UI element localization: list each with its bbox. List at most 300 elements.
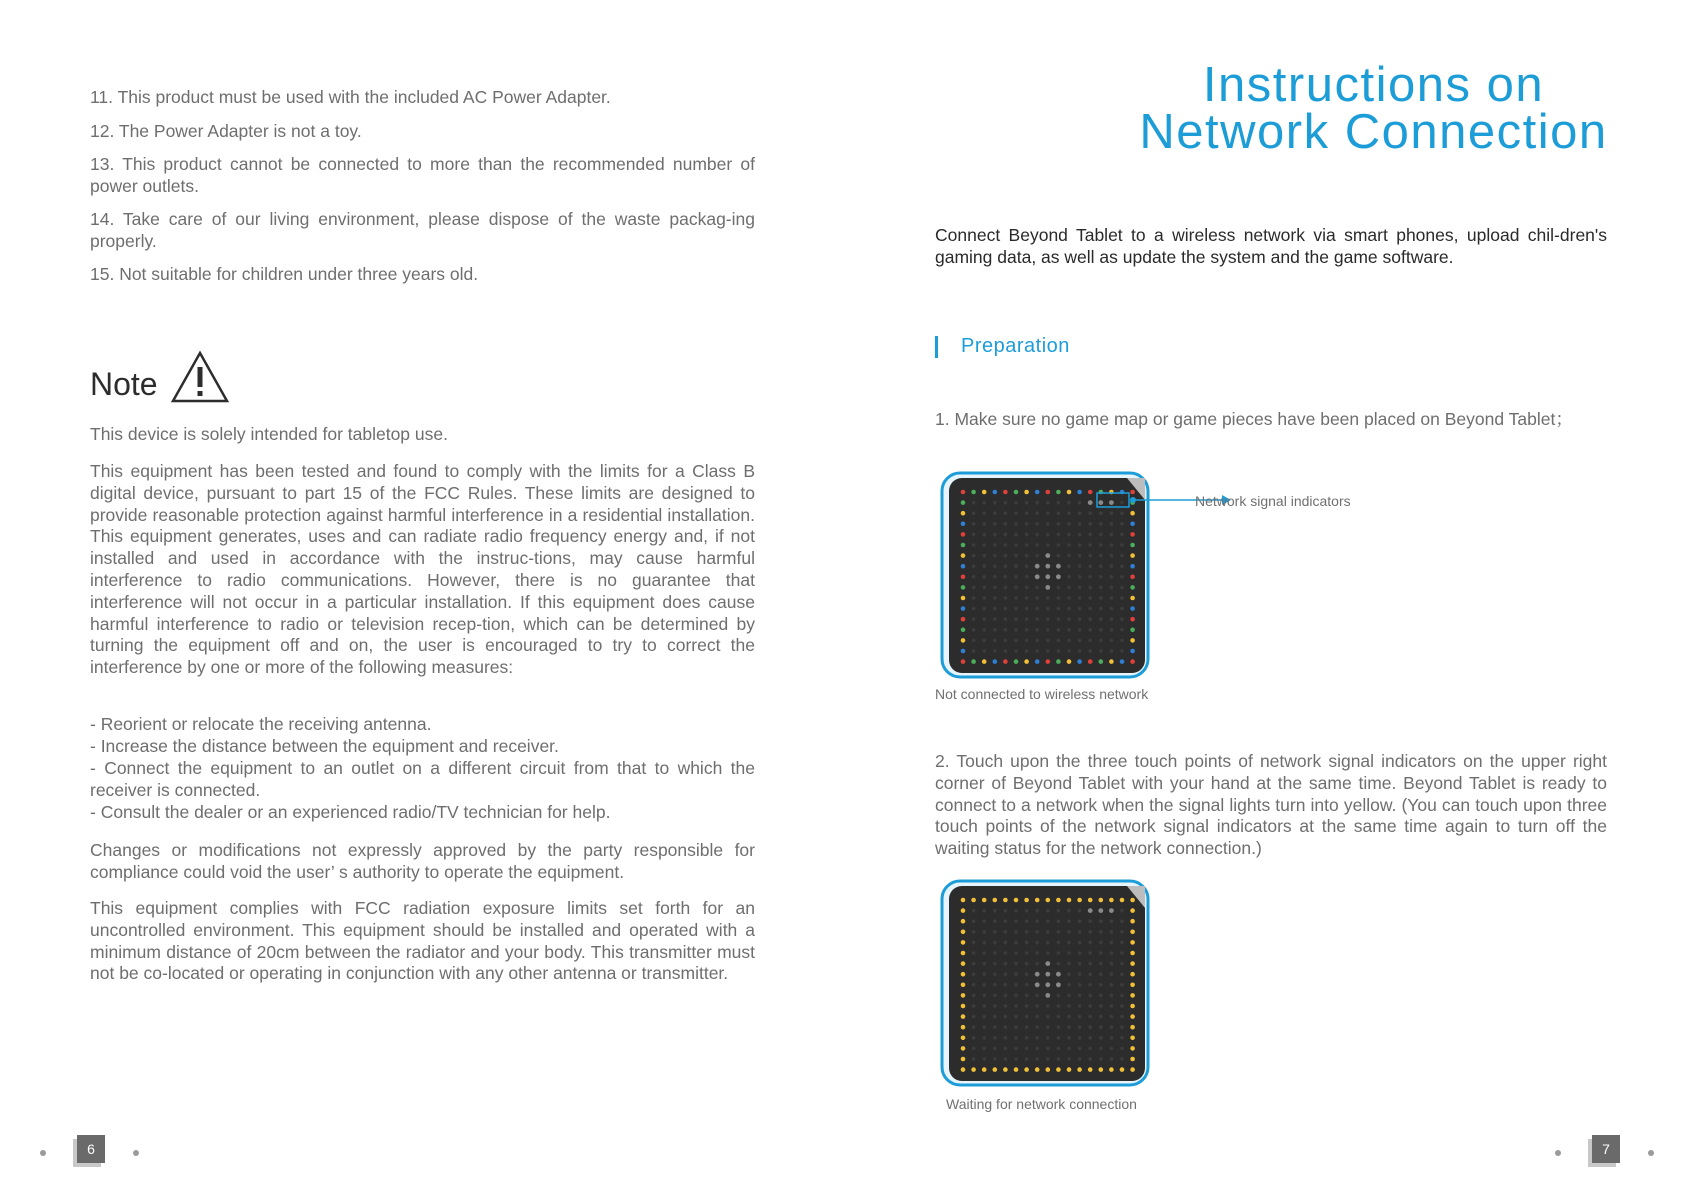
grid-led <box>1120 1004 1124 1008</box>
edge-led <box>1024 1067 1029 1072</box>
edge-led <box>971 898 976 903</box>
grid-led <box>1025 1025 1029 1029</box>
grid-led <box>1099 962 1103 966</box>
section-heading: Preparation <box>961 335 1070 357</box>
edge-led <box>1077 898 1082 903</box>
grid-led <box>993 951 997 955</box>
grid-led <box>972 649 976 653</box>
edge-led <box>1035 1067 1040 1072</box>
edge-led <box>961 972 966 977</box>
edge-led <box>1003 490 1008 495</box>
edge-led <box>1130 993 1135 998</box>
grid-led <box>1057 607 1061 611</box>
grid-led <box>1078 919 1082 923</box>
grid-led <box>972 909 976 913</box>
edge-led <box>1130 898 1135 903</box>
grid-led <box>1120 639 1124 643</box>
grid-led <box>1120 596 1124 600</box>
grid-led <box>1120 983 1124 987</box>
grid-led <box>1099 575 1103 579</box>
grid-led <box>982 607 986 611</box>
grid-led <box>1025 649 1029 653</box>
edge-led <box>1130 490 1135 495</box>
grid-led <box>1067 1004 1071 1008</box>
edge-led <box>1046 1067 1051 1072</box>
grid-led <box>1088 1036 1092 1040</box>
grid-led <box>982 543 986 547</box>
grid-led <box>1067 501 1071 505</box>
grid-led <box>1025 554 1029 558</box>
network-indicator-led <box>1088 908 1093 913</box>
grid-led <box>1035 649 1039 653</box>
grid-led <box>1014 533 1018 537</box>
edge-led <box>993 898 998 903</box>
grid-led <box>1046 543 1050 547</box>
grid-led <box>1078 941 1082 945</box>
grid-led <box>1046 639 1050 643</box>
grid-led <box>1099 511 1103 515</box>
grid-led <box>1025 1047 1029 1051</box>
grid-led <box>1046 1015 1050 1019</box>
grid-led <box>1078 575 1082 579</box>
grid-led <box>1067 1025 1071 1029</box>
grid-led <box>1057 930 1061 934</box>
grid-led <box>993 639 997 643</box>
grid-led <box>1110 554 1114 558</box>
grid-led <box>993 596 997 600</box>
grid-led <box>1014 639 1018 643</box>
grid-led <box>1046 511 1050 515</box>
grid-led <box>982 522 986 526</box>
grid-led <box>972 607 976 611</box>
grid-led <box>1046 909 1050 913</box>
grid-led <box>1120 1057 1124 1061</box>
grid-led <box>1014 941 1018 945</box>
edge-led <box>1130 908 1135 913</box>
edge-led <box>1088 490 1093 495</box>
grid-led <box>982 983 986 987</box>
grid-led <box>1046 649 1050 653</box>
grid-led <box>1088 639 1092 643</box>
grid-led <box>1099 972 1103 976</box>
grid-led <box>1035 554 1039 558</box>
grid-led <box>1088 596 1092 600</box>
edge-led <box>1130 585 1135 590</box>
edge-led <box>1130 961 1135 966</box>
grid-led <box>1099 607 1103 611</box>
grid-led <box>972 972 976 976</box>
grid-led <box>1014 951 1018 955</box>
edge-led <box>982 490 987 495</box>
edge-led <box>1003 898 1008 903</box>
grid-led <box>1045 972 1050 977</box>
grid-led <box>1110 522 1114 526</box>
grid-led <box>1004 533 1008 537</box>
right-page <box>841 0 1682 1190</box>
grid-led <box>1110 1047 1114 1051</box>
grid-led <box>1078 962 1082 966</box>
grid-led <box>993 628 997 632</box>
grid-led <box>1025 1004 1029 1008</box>
grid-led <box>1078 564 1082 568</box>
grid-led <box>1088 522 1092 526</box>
title-line-1: Instructions on <box>1202 58 1545 112</box>
grid-led <box>1014 1047 1018 1051</box>
grid-led <box>1057 962 1061 966</box>
intro-text: Connect Beyond Tablet to a wireless network via smart phones, upload chil-dren's gaming data, as well as update the system and the game software. <box>935 225 1607 267</box>
grid-led <box>1045 564 1050 569</box>
grid-led <box>1088 511 1092 515</box>
grid-led <box>1025 564 1029 568</box>
grid-led <box>1014 962 1018 966</box>
grid-led <box>982 941 986 945</box>
grid-led <box>1057 543 1061 547</box>
edge-led <box>1130 919 1135 924</box>
grid-led <box>1120 909 1124 913</box>
grid-led <box>1035 596 1039 600</box>
grid-led <box>1035 628 1039 632</box>
grid-led <box>1099 554 1103 558</box>
edge-led <box>1130 628 1135 633</box>
grid-led <box>1014 596 1018 600</box>
edge-led <box>1046 898 1051 903</box>
grid-led <box>1088 543 1092 547</box>
grid-led <box>1025 596 1029 600</box>
edge-led <box>1130 972 1135 977</box>
edge-led <box>961 961 966 966</box>
grid-led <box>1014 1004 1018 1008</box>
edge-led <box>961 564 966 569</box>
grid-led <box>1025 919 1029 923</box>
grid-led <box>1099 930 1103 934</box>
grid-led <box>993 649 997 653</box>
grid-led <box>1035 941 1039 945</box>
grid-led <box>1120 1036 1124 1040</box>
edge-led <box>1088 659 1093 664</box>
grid-led <box>1035 972 1040 977</box>
grid-led <box>1035 1047 1039 1051</box>
edge-led <box>1130 617 1135 622</box>
grid-led <box>993 501 997 505</box>
grid-led <box>1057 554 1061 558</box>
grid-led <box>1046 941 1050 945</box>
grid-led <box>982 1025 986 1029</box>
grid-led <box>1004 983 1008 987</box>
grid-led <box>972 962 976 966</box>
grid-led <box>1035 607 1039 611</box>
grid-led <box>1067 649 1071 653</box>
edge-led <box>1130 649 1135 654</box>
grid-led <box>1035 994 1039 998</box>
grid-led <box>1057 511 1061 515</box>
edge-led <box>1130 1004 1135 1009</box>
edge-led <box>961 940 966 945</box>
grid-led <box>1057 951 1061 955</box>
grid-led <box>1110 994 1114 998</box>
grid-led <box>1035 586 1039 590</box>
edge-led <box>961 919 966 924</box>
edge-led <box>1099 659 1104 664</box>
page-number: 7 <box>1592 1135 1620 1163</box>
grid-led <box>982 628 986 632</box>
grid-led <box>1014 919 1018 923</box>
grid-led <box>993 919 997 923</box>
grid-led <box>982 554 986 558</box>
grid-led <box>1004 564 1008 568</box>
edge-led <box>1130 606 1135 611</box>
grid-led <box>1120 628 1124 632</box>
grid-led <box>1110 628 1114 632</box>
grid-led <box>993 533 997 537</box>
grid-led <box>1088 941 1092 945</box>
grid-led <box>982 994 986 998</box>
grid-led <box>1099 941 1103 945</box>
grid-led <box>982 617 986 621</box>
edge-led <box>1003 659 1008 664</box>
step-2: 2. Touch upon the three touch points of network signal indicators on the upper right corner of Beyond Tablet with your hand at the same time. Beyond Tablet is ready to connect to a network when the signal lights turn into yellow. (You can touch upon three touch points of the network signal indicators at the same time again to turn off the waiting status for the network connection.) <box>935 751 1607 859</box>
grid-led <box>1035 1015 1039 1019</box>
grid-led <box>993 941 997 945</box>
grid-led <box>1004 522 1008 526</box>
grid-led <box>1046 607 1050 611</box>
edge-led <box>961 500 966 505</box>
grid-led <box>1067 962 1071 966</box>
grid-led <box>1088 628 1092 632</box>
grid-led <box>1067 930 1071 934</box>
grid-led <box>982 511 986 515</box>
grid-led <box>1099 586 1103 590</box>
grid-led <box>1004 554 1008 558</box>
title-line-2: Network Connection <box>1139 105 1608 159</box>
grid-led <box>1110 533 1114 537</box>
grid-led <box>1078 554 1082 558</box>
edge-led <box>1130 511 1135 516</box>
edge-led <box>993 1067 998 1072</box>
edge-led <box>971 490 976 495</box>
edge-led <box>961 490 966 495</box>
grid-led <box>1078 1025 1082 1029</box>
edge-led <box>982 898 987 903</box>
grid-led <box>1057 628 1061 632</box>
grid-led <box>993 994 997 998</box>
grid-led <box>1120 919 1124 923</box>
edge-led <box>1056 1067 1061 1072</box>
grid-led <box>1067 511 1071 515</box>
grid-led <box>1099 543 1103 547</box>
edge-led <box>961 908 966 913</box>
grid-led <box>993 575 997 579</box>
grid-led <box>1014 1025 1018 1029</box>
grid-led <box>1099 1015 1103 1019</box>
list-item: 13. This product cannot be connected to more than the recommended number of power outlets. <box>90 154 755 196</box>
grid-led <box>972 1036 976 1040</box>
grid-led <box>1014 586 1018 590</box>
note-paragraph: Changes or modifications not expressly approved by the party responsible for compliance could void the user’ s authority to operate the equipment. <box>90 840 755 882</box>
grid-led <box>1035 617 1039 621</box>
edge-led <box>961 649 966 654</box>
edge-led <box>1130 951 1135 956</box>
grid-led <box>1078 1015 1082 1019</box>
edge-led <box>1120 1067 1125 1072</box>
grid-led <box>1078 543 1082 547</box>
grid-led <box>1057 522 1061 526</box>
edge-led <box>1024 490 1029 495</box>
caption-waiting: Waiting for network connection <box>946 1096 1137 1112</box>
grid-led <box>972 930 976 934</box>
edge-led <box>961 659 966 664</box>
grid-led <box>1078 533 1082 537</box>
grid-led <box>1025 543 1029 547</box>
grid-led <box>982 962 986 966</box>
grid-led <box>993 1015 997 1019</box>
grid-led <box>1056 564 1061 569</box>
grid-led <box>1088 1015 1092 1019</box>
edge-led <box>1130 1036 1135 1041</box>
grid-led <box>1099 983 1103 987</box>
grid-led <box>1078 994 1082 998</box>
measure-item: - Connect the equipment to an outlet on a different circuit from that to which the receiver is connected. <box>90 758 755 800</box>
grid-led <box>1067 533 1071 537</box>
grid-led <box>1110 951 1114 955</box>
edge-led <box>961 930 966 935</box>
edge-led <box>961 585 966 590</box>
grid-led <box>1004 543 1008 547</box>
edge-led <box>1109 659 1114 664</box>
grid-led <box>1067 941 1071 945</box>
grid-led <box>1057 1004 1061 1008</box>
grid-led <box>1067 596 1071 600</box>
grid-led <box>1088 649 1092 653</box>
grid-led <box>1004 951 1008 955</box>
grid-led <box>1025 501 1029 505</box>
edge-led <box>1046 490 1051 495</box>
grid-led <box>1110 983 1114 987</box>
grid-led <box>1099 994 1103 998</box>
note-paragraph: This device is solely intended for tabletop use. <box>90 424 448 444</box>
grid-led <box>972 994 976 998</box>
edge-led <box>961 983 966 988</box>
list-item: 12. The Power Adapter is not a toy. <box>90 121 362 141</box>
grid-led <box>1025 951 1029 955</box>
edge-led <box>971 659 976 664</box>
grid-led <box>972 501 976 505</box>
grid-led <box>1004 607 1008 611</box>
grid-led <box>1120 586 1124 590</box>
edge-led <box>982 1067 987 1072</box>
grid-led <box>1025 586 1029 590</box>
edge-led <box>1067 659 1072 664</box>
grid-led <box>1110 564 1114 568</box>
network-indicator-led <box>1098 908 1103 913</box>
grid-led <box>1120 951 1124 955</box>
grid-led <box>1014 994 1018 998</box>
grid-led <box>1004 649 1008 653</box>
grid-led <box>1035 574 1040 579</box>
edge-led <box>1035 898 1040 903</box>
grid-led <box>1045 553 1050 558</box>
grid-led <box>982 919 986 923</box>
grid-led <box>993 962 997 966</box>
grid-led <box>1110 617 1114 621</box>
grid-led <box>1088 972 1092 976</box>
grid-led <box>1057 919 1061 923</box>
grid-led <box>993 522 997 526</box>
edge-led <box>1130 532 1135 537</box>
edge-led <box>1130 543 1135 548</box>
grid-led <box>1057 533 1061 537</box>
grid-led <box>1088 951 1092 955</box>
edge-led <box>993 659 998 664</box>
grid-led <box>1078 930 1082 934</box>
grid-led <box>1078 522 1082 526</box>
network-indicator-led <box>1109 908 1114 913</box>
grid-led <box>993 511 997 515</box>
grid-led <box>1014 1015 1018 1019</box>
grid-led <box>1056 972 1061 977</box>
step-1: 1. Make sure no game map or game pieces have been placed on Beyond Tablet； <box>935 409 1573 429</box>
edge-led <box>961 575 966 580</box>
grid-led <box>1078 909 1082 913</box>
grid-led <box>1078 649 1082 653</box>
edge-led <box>1120 898 1125 903</box>
grid-led <box>1004 596 1008 600</box>
edge-led <box>961 596 966 601</box>
grid-led <box>1004 501 1008 505</box>
grid-led <box>1088 533 1092 537</box>
grid-led <box>1067 909 1071 913</box>
edge-led <box>1120 659 1125 664</box>
grid-led <box>1025 522 1029 526</box>
grid-led <box>1057 501 1061 505</box>
grid-led <box>1067 919 1071 923</box>
network-indicator-led <box>1109 500 1114 505</box>
grid-led <box>1014 983 1018 987</box>
grid-led <box>1099 1036 1103 1040</box>
grid-led <box>1056 574 1061 579</box>
grid-led <box>1025 617 1029 621</box>
grid-led <box>1110 639 1114 643</box>
grid-led <box>1004 972 1008 976</box>
grid-led <box>1110 1036 1114 1040</box>
grid-led <box>1057 1015 1061 1019</box>
edge-led <box>1130 1067 1135 1072</box>
grid-led <box>1025 511 1029 515</box>
grid-led <box>1099 533 1103 537</box>
grid-led <box>1099 649 1103 653</box>
grid-led <box>1057 994 1061 998</box>
grid-led <box>1035 501 1039 505</box>
grid-led <box>1035 564 1040 569</box>
grid-led <box>1045 993 1050 998</box>
note-heading: Note <box>90 366 158 402</box>
grid-led <box>1014 575 1018 579</box>
edge-led <box>961 617 966 622</box>
tablet-waiting-illustration <box>939 878 1159 1088</box>
edge-led <box>1046 659 1051 664</box>
grid-led <box>972 511 976 515</box>
grid-led <box>982 951 986 955</box>
grid-led <box>1078 617 1082 621</box>
grid-led <box>1120 930 1124 934</box>
grid-led <box>1120 1047 1124 1051</box>
grid-led <box>1035 1057 1039 1061</box>
edge-led <box>971 1067 976 1072</box>
grid-led <box>1025 533 1029 537</box>
grid-led <box>1099 919 1103 923</box>
edge-led <box>1024 898 1029 903</box>
grid-led <box>1004 919 1008 923</box>
grid-led <box>1110 930 1114 934</box>
